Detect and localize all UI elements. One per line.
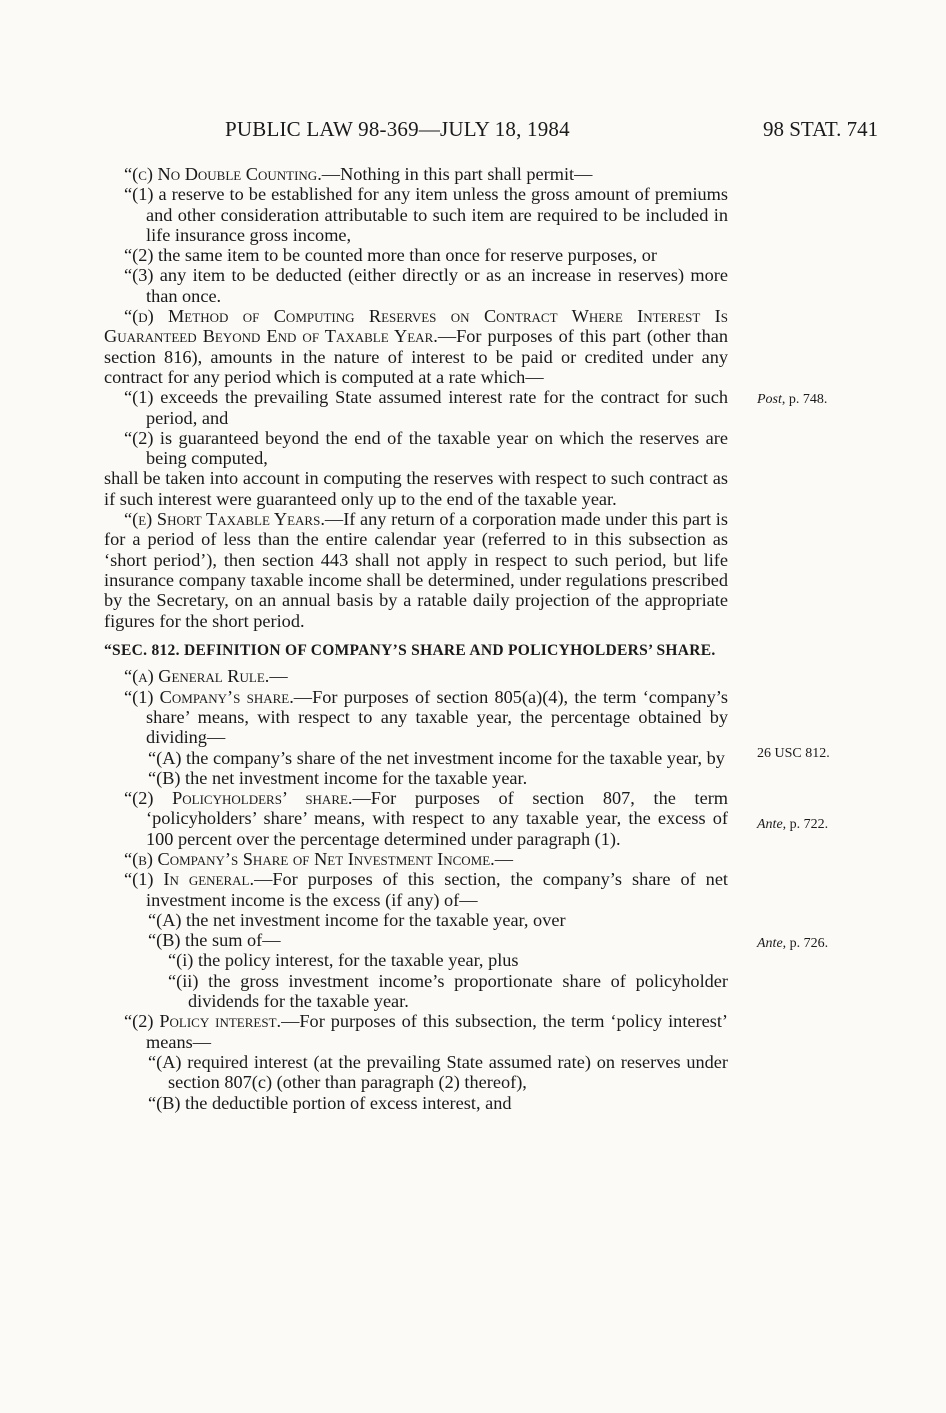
paragraph-a2-text: —For purposes of section 807, the term ‘policyholders’ share’ means, with respect to any taxable year, the excess of 100 percent over the percentage determined under paragraph (1).: [146, 788, 728, 849]
clause-b1Bii: “(ii) the gross investment income’s proportionate share of policyholder dividends for the taxable year.: [168, 970, 728, 1012]
subsection-e-heading: “(e) Short Taxable Years.: [124, 509, 325, 530]
paragraph-b2-heading: “(2) Policy interest.: [124, 1011, 282, 1032]
subsection-c-text: —Nothing in this part shall permit—: [321, 164, 593, 184]
margin-note-post-748-page: , p. 748.: [781, 392, 828, 407]
paragraph-b1: [104, 869, 728, 910]
paragraph-a1A: “(A) the company’s share of the net investment income for the taxable year, by: [148, 747, 725, 768]
paragraph-b1A: “(A) the net investment income for the taxable year, over: [148, 909, 566, 930]
paragraph-b1-heading: “(1) In general.: [124, 869, 255, 890]
clause-b1Bi: “(i) the policy interest, for the taxable year, plus: [168, 950, 519, 971]
paragraph-c2: “(2) the same item to be counted more than once for reserve purposes, or: [124, 245, 658, 266]
paragraph-b2B: “(B) the deductible portion of excess interest, and: [148, 1092, 512, 1113]
paragraph-a2: [104, 788, 728, 849]
margin-note-ante-722-page: , p. 722.: [782, 817, 829, 832]
paragraph-b1-text: —For purposes of this section, the company’s share of net investment income is the excess (if any) of—: [146, 869, 729, 910]
margin-note-ante-726: [757, 936, 828, 952]
document-body: [104, 164, 728, 1113]
margin-note-ante-726-page: , p. 726.: [782, 936, 829, 951]
subsection-d-heading: “(d) Method of Computing Reserves on Contract Where Interest Is Guaranteed Beyond End of Taxable Year.: [104, 306, 728, 347]
paragraph-d-tail: shall be taken into account in computing the reserves with respect to such contract as if such interest were guaranteed only up to the end of the taxable year.: [104, 468, 728, 509]
statute-page-number: 98 STAT. 741: [763, 117, 879, 141]
subsection-e: [104, 509, 728, 631]
paragraph-b2A: “(A) required interest (at the prevailing State assumed rate) on reserves under section 807(c) (other than paragraph (2) thereof),: [148, 1051, 728, 1093]
subsection-e-text: —If any return of a corporation made under this part is for a period of less than the entire calendar year (referred to in this subsection as ‘short period’), then section 443 shall not apply in respect to such period, but life insurance company taxable income shall be determined, under regulations prescribed by the Secretary, on an annual basis by a ratable daily projection of the appropriate figures for the short period.: [104, 509, 728, 631]
paragraph-c3: “(3) any item to be deducted (either directly or as an increase in reserves) more than once.: [124, 265, 728, 306]
paragraph-c1: “(1) a reserve to be established for any item unless the gross amount of premiums and other consideration attributable to such item are required to be included in life insurance gross income,: [124, 184, 728, 245]
paragraph-b2-text: —For purposes of this subsection, the term ‘policy interest’ means—: [146, 1011, 728, 1052]
margin-note-post-748-ref: Post: [757, 392, 782, 407]
subsection-a-heading: “(a) General Rule.—: [124, 666, 288, 687]
subsection-d: [104, 306, 728, 387]
subsection-c: [104, 164, 728, 184]
margin-note-post-748: [757, 392, 827, 408]
subsection-c-heading: “(c) No Double Counting.: [124, 164, 322, 184]
subsection-b-heading: “(b) Company’s Share of Net Investment Income.—: [124, 849, 513, 869]
paragraph-a1B: “(B) the net investment income for the taxable year.: [148, 767, 528, 788]
running-header-title: PUBLIC LAW 98-369—JULY 18, 1984: [225, 117, 570, 141]
paragraph-a2-heading: “(2) Policyholders’ share.: [124, 788, 353, 809]
margin-note-ante-722-ref: Ante: [757, 817, 783, 832]
paragraph-a1-heading: “(1) Company’s share.: [124, 686, 294, 707]
margin-note-usc-812: 26 USC 812.: [757, 746, 830, 761]
paragraph-b2: [104, 1011, 728, 1052]
paragraph-d2: “(2) is guaranteed beyond the end of the taxable year on which the reserves are being computed,: [124, 427, 728, 469]
section-812-heading: “SEC. 812. DEFINITION OF COMPANY’S SHARE AND POLICYHOLDERS’ SHARE.: [104, 641, 716, 659]
margin-note-ante-726-ref: Ante: [757, 936, 783, 951]
paragraph-a1: [104, 687, 728, 748]
margin-note-ante-722: [757, 817, 828, 833]
paragraph-a1-text: —For purposes of section 805(a)(4), the term ‘company’s share’ means, with respect to any taxable year, the percentage obtained by dividing—: [146, 686, 728, 748]
paragraph-b1B: “(B) the sum of—: [148, 930, 281, 951]
subsection-d-text: —For purposes of this part (other than section 816), amounts in the nature of interest to be paid or credited under any contract for any period which is computed at a rate which—: [104, 326, 728, 387]
paragraph-d1: “(1) exceeds the prevailing State assumed interest rate for the contract for such period, and: [124, 387, 728, 428]
